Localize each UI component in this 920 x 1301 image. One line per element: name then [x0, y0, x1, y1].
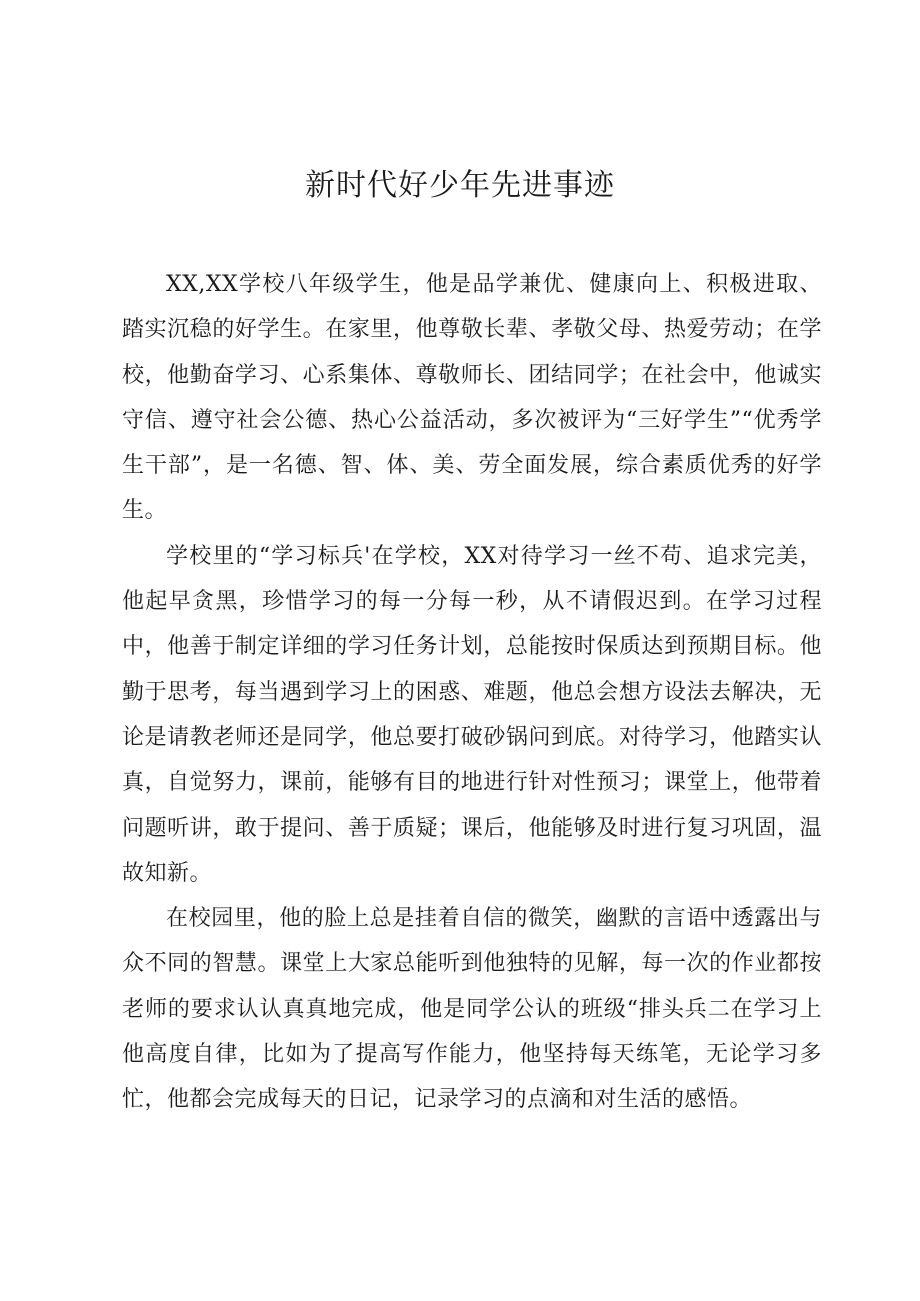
paragraph-1: XX,XX学校八年级学生，他是品学兼优、健康向上、积极进取、踏实沉稳的好学生。在家里，他尊敬长辈、孝敬父母、热爱劳动；在学校，他勤奋学习、心系集体、尊敬师长、团结同学；在社会中，他诚实守信、遵守社会公德、热心公益活动，多次被评为“三好学生”“优秀学生干部”，是一名德、智、体、美、劳全面发展，综合素质优秀的好学生。 — [122, 272, 822, 524]
paragraph-3: 在校园里，他的脸上总是挂着自信的微笑，幽默的言语中透露出与众不同的智慧。课堂上大家总能听到他独特的见解，每一次的作业都按老师的要求认认真真地完成，他是同学公认的班级“排头兵二在学习上他高度自律，比如为了提高写作能力，他坚持每天练笔，无论学习多忙，他都会完成每天的日记，记录学习的点滴和对生活的感悟。 — [122, 906, 822, 1113]
document-body — [122, 262, 822, 1123]
paragraph-2: 学校里的“学习标兵'在学校，XX对待学习一丝不苟、追求完美，他起早贪黑，珍惜学习的每一分每一秒，从不请假迟到。在学习过程中，他善于制定详细的学习任务计划，总能按时保质达到预期目标。他勤于思考，每当遇到学习上的困惑、难题，他总会想方设法去解决，无论是请教老师还是同学，他总要打破砂锅问到底。对待学习，他踏实认真，自觉努力，课前，能够有目的地进行针对性预习；课堂上，他带着问题听讲，敢于提问、善于质疑；课后，他能够及时进行复习巩固，温故知新。 — [122, 543, 822, 886]
document-title: 新时代好少年先进事迹 — [305, 168, 615, 203]
